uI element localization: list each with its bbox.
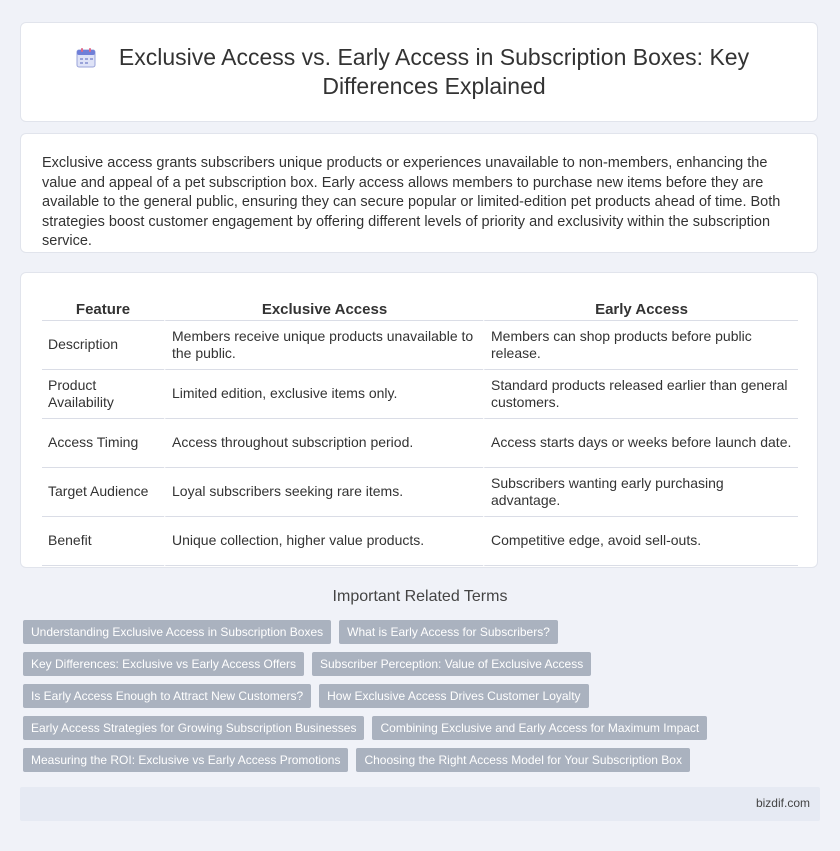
related-term-tag[interactable]: Early Access Strategies for Growing Subscription Businesses [23,716,364,740]
related-term-tag[interactable]: Measuring the ROI: Exclusive vs Early Access Promotions [23,748,348,772]
header-feature: Feature [42,295,164,321]
header-exclusive-access: Exclusive Access [164,295,483,321]
row-feature: Benefit [42,517,164,566]
intro-paragraph: Exclusive access grants subscribers unique products or experiences unavailable to non-members, enhancing the value and appeal of a pet subscription box. Early access allows members to purchase new items before they are available to the general public, ensuring they can secure popular or limited-edition pet products ahead of time. Both strategies boost customer engagement by offering different levels of priority and exclusivity within the subscription service. [42,155,781,249]
comparison-table [42,295,798,566]
row-feature: Product Availability [42,370,164,419]
related-term-tag[interactable]: Combining Exclusive and Early Access for Maximum Impact [372,716,707,740]
related-term-tag[interactable]: How Exclusive Access Drives Customer Loyalty [319,684,588,708]
row-early: Competitive edge, avoid sell-outs. [483,517,798,566]
table-row [42,517,798,566]
row-feature: Access Timing [42,419,164,468]
related-term-tag[interactable]: Is Early Access Enough to Attract New Customers? [23,684,311,708]
row-early: Members can shop products before public release. [483,321,798,370]
row-early: Subscribers wanting early purchasing advantage. [483,468,798,517]
related-terms-title: Important Related Terms [332,588,508,605]
row-feature: Description [42,321,164,370]
header-card [20,22,818,122]
row-exclusive: Limited edition, exclusive items only. [164,370,483,419]
row-early: Standard products released earlier than general customers. [483,370,798,419]
row-exclusive: Loyal subscribers seeking rare items. [164,468,483,517]
related-terms-list [23,620,823,780]
related-term-tag[interactable]: Understanding Exclusive Access in Subscription Boxes [23,620,331,644]
row-early: Access starts days or weeks before launch date. [483,419,798,468]
table-row [42,370,798,419]
table-row [42,468,798,517]
footer-site-name[interactable]: bizdif.com [755,796,810,810]
table-header-row [42,295,798,321]
footer [20,787,820,821]
row-exclusive: Unique collection, higher value products. [164,517,483,566]
table-row [42,321,798,370]
related-term-tag[interactable]: Subscriber Perception: Value of Exclusive Access [312,652,591,676]
intro-card [20,133,818,253]
comparison-card [20,272,818,568]
related-term-tag[interactable]: Key Differences: Exclusive vs Early Access Offers [23,652,304,676]
header-early-access: Early Access [483,295,798,321]
related-term-tag[interactable]: Choosing the Right Access Model for Your Subscription Box [356,748,690,772]
row-exclusive: Access throughout subscription period. [164,419,483,468]
related-term-tag[interactable]: What is Early Access for Subscribers? [339,620,558,644]
page-title: Exclusive Access vs. Early Access in Subscription Boxes: Key Differences Explained [118,44,750,99]
row-exclusive: Members receive unique products unavailable to the public. [164,321,483,370]
table-row [42,419,798,468]
row-feature: Target Audience [42,468,164,517]
